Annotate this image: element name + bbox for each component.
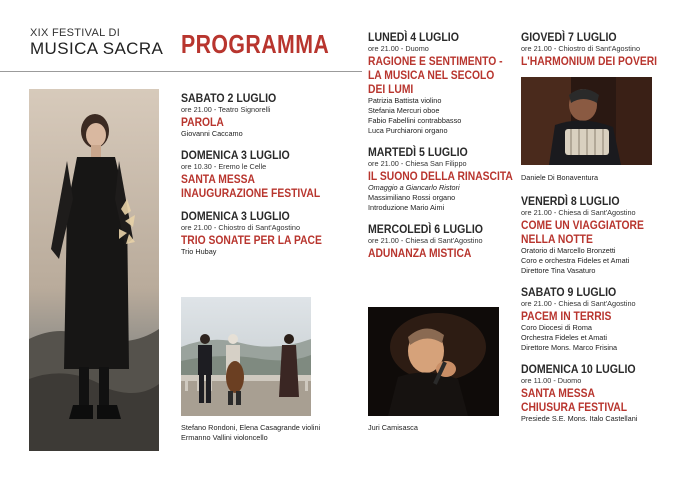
event-performer: Orchestra Fideles et Amati	[521, 333, 607, 342]
event-place: ore 21.00 - Chiostro di Sant'Agostino	[521, 44, 641, 53]
trio-caption-line-1: Stefano Rondoni, Elena Casagrande violini	[181, 423, 321, 432]
event-title: SANTA MESSA	[181, 172, 255, 186]
festival-subtitle: XIX FESTIVAL DI	[30, 27, 121, 39]
event-title: LA MUSICA NEL SECOLO	[368, 68, 495, 82]
event-title: ADUNANZA MISTICA	[368, 246, 472, 260]
event-performer: Direttore Tina Vasaturo	[521, 266, 596, 275]
trio-photo	[181, 297, 311, 416]
event-day: MERCOLEDÌ 6 LUGLIO	[368, 222, 483, 236]
camisasca-photo	[368, 307, 499, 416]
event-item	[368, 145, 513, 213]
event-place: ore 21.00 - Chiesa di Sant'Agostino	[521, 208, 636, 217]
event-place: ore 21.00 - Teatro Signorelli	[181, 105, 271, 114]
event-title: SANTA MESSA	[521, 386, 595, 400]
column-1	[181, 91, 351, 266]
event-place: ore 21.00 - Chiesa di Sant'Agostino	[368, 236, 483, 245]
festival-title: MUSICA SACRA	[30, 39, 164, 58]
event-item	[181, 148, 351, 200]
trio-caption-line-2: Ermanno Vallini violoncello	[181, 433, 268, 442]
event-day: GIOVEDÌ 7 LUGLIO	[521, 30, 617, 44]
event-performer: Trio Hubay	[181, 247, 217, 256]
event-place: ore 21.00 - Chiesa di Sant'Agostino	[521, 299, 636, 308]
event-day: LUNEDÌ 4 LUGLIO	[368, 30, 459, 44]
event-item	[368, 222, 508, 260]
event-performer: Fabio Fabellini contrabbasso	[368, 116, 462, 125]
event-title: IL SUONO DELLA RINASCITA	[368, 169, 513, 183]
column-3	[521, 194, 671, 433]
event-title: PACEM IN TERRIS	[521, 309, 612, 323]
event-performer: Oratorio di Marcello Bronzetti	[521, 246, 616, 255]
event-day: SABATO 9 LUGLIO	[521, 285, 617, 299]
event-performer: Patrizia Battista violino	[368, 96, 442, 105]
event-item	[368, 30, 508, 136]
event-performer: Presiede S.E. Mons. Italo Castellani	[521, 414, 638, 423]
camisasca-caption: Juri Camisasca	[368, 423, 418, 432]
event-title: NELLA NOTTE	[521, 232, 593, 246]
event-title: TRIO SONATE PER LA PACE	[181, 233, 322, 247]
event-title: RAGIONE E SENTIMENTO -	[368, 54, 503, 68]
event-performer: Coro Diocesi di Roma	[521, 323, 592, 332]
event-place: ore 21.00 - Chiostro di Sant'Agostino	[181, 223, 301, 232]
event-item	[521, 30, 661, 68]
event-place: ore 21.00 - Duomo	[368, 44, 429, 53]
column-2	[368, 30, 513, 269]
event-item	[521, 194, 671, 276]
bonaventura-photo	[521, 77, 652, 165]
event-performer: Direttore Mons. Marco Frisina	[521, 343, 618, 352]
event-item	[181, 209, 351, 257]
event-title: CHIUSURA FESTIVAL	[521, 400, 628, 414]
event-day: SABATO 2 LUGLIO	[181, 91, 277, 105]
event-day: MARTEDÌ 5 LUGLIO	[368, 145, 468, 159]
event-performer: Giovanni Caccamo	[181, 129, 243, 138]
event-performer: Luca Purchiaroni organo	[368, 126, 448, 135]
event-item	[521, 362, 671, 424]
event-day: VENERDÌ 8 LUGLIO	[521, 194, 620, 208]
programma-heading: PROGRAMMA	[181, 29, 330, 59]
event-day: DOMENICA 3 LUGLIO	[181, 209, 290, 223]
event-place: ore 10.30 - Eremo le Celle	[181, 162, 267, 171]
event-place: ore 11.00 - Duomo	[521, 376, 582, 385]
event-performer: Stefania Mercuri oboe	[368, 106, 440, 115]
event-performer: Massimiliano Rossi organo	[368, 193, 456, 202]
event-performer: Introduzione Mario Aimi	[368, 203, 445, 212]
event-subtitle: Omaggio a Giancarlo Ristori	[368, 183, 460, 192]
event-title: L'HARMONIUM DEI POVERI	[521, 54, 658, 68]
bonaventura-caption: Daniele Di Bonaventura	[521, 173, 599, 182]
header-rule	[0, 71, 362, 72]
column-3-top	[521, 30, 661, 77]
event-title: DEI LUMI	[368, 82, 414, 96]
event-title: INAUGURAZIONE FESTIVAL	[181, 186, 321, 200]
portrait-photo	[29, 89, 159, 451]
event-day: DOMENICA 10 LUGLIO	[521, 362, 636, 376]
event-performer: Coro e orchestra Fideles et Amati	[521, 256, 630, 265]
event-item	[181, 91, 351, 139]
event-title: PAROLA	[181, 115, 224, 129]
event-item	[521, 285, 671, 353]
event-place: ore 21.00 - Chiesa San Filippo	[368, 159, 467, 168]
event-day: DOMENICA 3 LUGLIO	[181, 148, 290, 162]
event-title: COME UN VIAGGIATORE	[521, 218, 644, 232]
